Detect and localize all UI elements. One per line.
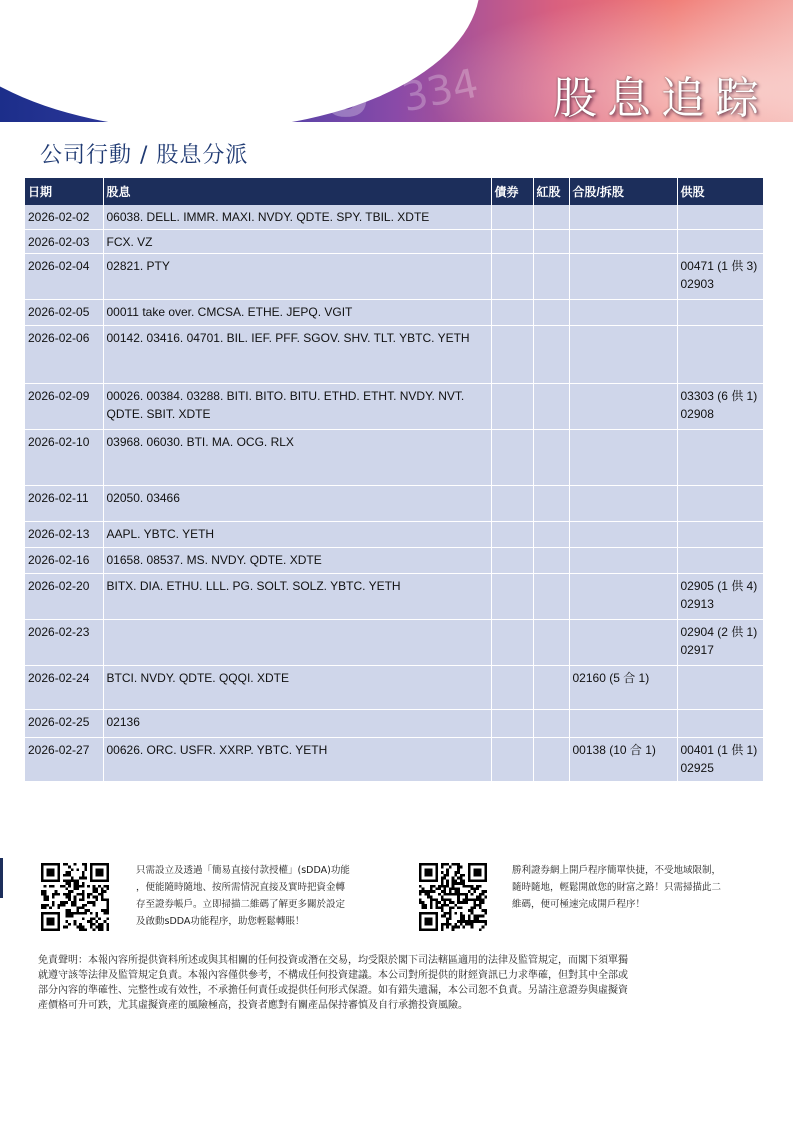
disclaimer-line: 免責聲明：本報內容所提供資料所述或與其相關的任何投資或潛在交易，均受限於閣下司法轄區適用的法律及監管規定，而閣下須單獨	[38, 955, 628, 966]
cell-dividend: 06038. DELL. IMMR. MAXI. NVDY. QDTE. SPY. TBIL. XDTE	[103, 205, 491, 229]
cell-merge-split	[569, 205, 677, 229]
section-title: 公司行動 / 股息分派	[40, 143, 249, 168]
cell-bond	[491, 521, 533, 547]
header-date: 日期	[25, 178, 103, 205]
cell-bonus	[533, 325, 569, 383]
cell-rights	[677, 299, 763, 325]
cell-merge-split	[569, 547, 677, 573]
cell-date: 2026-02-16	[25, 547, 103, 573]
cell-date: 2026-02-27	[25, 737, 103, 781]
cell-dividend: 02821. PTY	[103, 253, 491, 299]
cell-dividend: 03968. 06030. BTI. MA. OCG. RLX	[103, 429, 491, 485]
disclaimer-line: 產價格可升可跌，尤其虛擬資產的風險極高，投資者應對有關產品保持審慎及自行承擔投資風險。	[38, 1000, 468, 1011]
cell-dividend: 00142. 03416. 04701. BIL. IEF. PFF. SGOV. SHV. TLT. YBTC. YETH	[103, 325, 491, 383]
cell-date: 2026-02-09	[25, 383, 103, 429]
table-row	[25, 253, 763, 299]
cell-bonus	[533, 709, 569, 737]
cell-merge-split	[569, 619, 677, 665]
edge-marker	[0, 858, 3, 898]
cell-bond	[491, 573, 533, 619]
banner-decor-digits-small: 334	[398, 60, 483, 122]
cell-bonus	[533, 665, 569, 709]
cell-rights	[677, 229, 763, 253]
rights-issue-text: 02905 (1 供 4)	[680, 578, 758, 593]
cell-date: 2026-02-24	[25, 665, 103, 709]
rights-code-text: 02903	[680, 276, 714, 291]
cell-rights	[677, 429, 763, 485]
promo-line: 勝利證券網上開戶程序簡單快捷，不受地域限制，	[512, 865, 722, 876]
cell-date: 2026-02-11	[25, 485, 103, 521]
cell-bonus	[533, 573, 569, 619]
cell-bond	[491, 299, 533, 325]
dividend-table	[25, 178, 764, 782]
cell-merge-split	[569, 299, 677, 325]
cell-merge-split	[569, 485, 677, 521]
table-row	[25, 325, 763, 383]
cell-rights	[677, 573, 763, 619]
header-rights: 供股	[677, 178, 763, 205]
cell-dividend: BTCI. NVDY. QDTE. QQQI. XDTE	[103, 665, 491, 709]
disclaimer-line: 部分內容的準確性、完整性或有效性，不承擔任何責任或提供任何形式保證。如有錯失遺漏，本公司恕不負責。另請注意證券與虛擬資	[38, 985, 628, 996]
cell-rights	[677, 205, 763, 229]
cell-bonus	[533, 205, 569, 229]
promo-sdda-text	[136, 862, 376, 930]
table-row	[25, 737, 763, 781]
cell-merge-split	[569, 253, 677, 299]
cell-bonus	[533, 429, 569, 485]
cell-date: 2026-02-25	[25, 709, 103, 737]
cell-bonus	[533, 521, 569, 547]
cell-date: 2026-02-04	[25, 253, 103, 299]
qr-code-account-opening[interactable]	[419, 863, 487, 931]
table-row	[25, 229, 763, 253]
cell-bonus	[533, 383, 569, 429]
qr-code-sdda[interactable]	[41, 863, 109, 931]
cell-date: 2026-02-10	[25, 429, 103, 485]
cell-merge-split	[569, 573, 677, 619]
cell-bonus	[533, 737, 569, 781]
cell-rights	[677, 737, 763, 781]
cell-rights	[677, 665, 763, 709]
table-header-row	[25, 178, 763, 205]
rights-code-text: 02917	[680, 642, 714, 657]
cell-dividend: 01658. 08537. MS. NVDY. QDTE. XDTE	[103, 547, 491, 573]
cell-bond	[491, 665, 533, 709]
cell-date: 2026-02-20	[25, 573, 103, 619]
table-row	[25, 619, 763, 665]
table-row	[25, 485, 763, 521]
table-row	[25, 383, 763, 429]
cell-dividend	[103, 619, 491, 665]
table-row	[25, 665, 763, 709]
header-merge-split: 合股/拆股	[569, 178, 677, 205]
cell-bond	[491, 229, 533, 253]
promo-account-text	[512, 862, 762, 913]
cell-rights	[677, 485, 763, 521]
cell-rights	[677, 253, 763, 299]
table-row	[25, 299, 763, 325]
cell-merge-split: 00138 (10 合 1)	[569, 737, 677, 781]
cell-bond	[491, 737, 533, 781]
cell-bonus	[533, 619, 569, 665]
cell-date: 2026-02-02	[25, 205, 103, 229]
cell-merge-split	[569, 383, 677, 429]
rights-code-text: 02925	[680, 760, 714, 775]
cell-merge-split	[569, 229, 677, 253]
promo-line: 及啟動sDDA功能程序，助您輕鬆轉賬！	[136, 916, 305, 927]
table-row	[25, 547, 763, 573]
cell-bond	[491, 485, 533, 521]
rights-code-text: 02913	[680, 596, 714, 611]
cell-dividend: 00626. ORC. USFR. XXRP. YBTC. YETH	[103, 737, 491, 781]
page-title: 股息追踪	[553, 73, 769, 122]
table-row	[25, 521, 763, 547]
cell-merge-split	[569, 521, 677, 547]
cell-merge-split	[569, 325, 677, 383]
cell-bond	[491, 205, 533, 229]
cell-merge-split	[569, 709, 677, 737]
table-row	[25, 573, 763, 619]
header-bond: 債券	[491, 178, 533, 205]
cell-dividend: BITX. DIA. ETHU. LLL. PG. SOLT. SOLZ. YBTC. YETH	[103, 573, 491, 619]
cell-bonus	[533, 485, 569, 521]
cell-date: 2026-02-23	[25, 619, 103, 665]
cell-bonus	[533, 299, 569, 325]
rights-code-text: 02908	[680, 406, 714, 421]
cell-bond	[491, 325, 533, 383]
cell-merge-split: 02160 (5 合 1)	[569, 665, 677, 709]
cell-merge-split	[569, 429, 677, 485]
cell-bond	[491, 547, 533, 573]
header-banner	[0, 0, 793, 122]
cell-rights	[677, 619, 763, 665]
cell-rights	[677, 521, 763, 547]
cell-bonus	[533, 547, 569, 573]
disclaimer	[38, 953, 750, 1013]
table-row	[25, 205, 763, 229]
cell-bond	[491, 709, 533, 737]
promo-line: 隨時隨地，輕鬆開啟您的財富之路！只需掃描此二	[512, 882, 722, 893]
cell-dividend: 00026. 00384. 03288. BITI. BITO. BITU. ETHD. ETHT. NVDY. NVT. QDTE. SBIT. XDTE	[103, 383, 491, 429]
rights-issue-text: 00401 (1 供 1)	[680, 742, 758, 757]
promo-line: 存至證券帳戶。立即掃描二維碼了解更多關於設定	[136, 899, 346, 910]
cell-dividend: FCX. VZ	[103, 229, 491, 253]
header-bonus: 紅股	[533, 178, 569, 205]
cell-bond	[491, 253, 533, 299]
cell-rights	[677, 383, 763, 429]
promo-line: 維碼，便可極速完成開戶程序！	[512, 899, 646, 910]
cell-date: 2026-02-13	[25, 521, 103, 547]
table-row	[25, 429, 763, 485]
cell-rights	[677, 709, 763, 737]
cell-date: 2026-02-03	[25, 229, 103, 253]
cell-date: 2026-02-05	[25, 299, 103, 325]
rights-issue-text: 00471 (1 供 3)	[680, 258, 758, 273]
cell-bond	[491, 429, 533, 485]
cell-rights	[677, 547, 763, 573]
cell-bonus	[533, 229, 569, 253]
rights-issue-text: 03303 (6 供 1)	[680, 388, 758, 403]
promo-line: ，便能隨時隨地、按所需情況直接及實時把資金轉	[136, 882, 346, 893]
cell-bond	[491, 383, 533, 429]
cell-bonus	[533, 253, 569, 299]
cell-dividend: 02050. 03466	[103, 485, 491, 521]
rights-issue-text: 02904 (2 供 1)	[680, 624, 758, 639]
cell-rights	[677, 325, 763, 383]
promo-line: 只需設立及透過「簡易直接付款授權」(sDDA)功能	[136, 865, 350, 876]
disclaimer-line: 就遵守該等法律及監管規定負責。本報內容僅供參考，不構成任何投資建議。本公司對所提供的財經資訊已力求準確，但對其中全部或	[38, 970, 628, 981]
cell-date: 2026-02-06	[25, 325, 103, 383]
cell-bond	[491, 619, 533, 665]
table-row	[25, 709, 763, 737]
cell-dividend: AAPL. YBTC. YETH	[103, 521, 491, 547]
cell-dividend: 02136	[103, 709, 491, 737]
header-dividend: 股息	[103, 178, 491, 205]
cell-dividend: 00011 take over. CMCSA. ETHE. JEPQ. VGIT	[103, 299, 491, 325]
